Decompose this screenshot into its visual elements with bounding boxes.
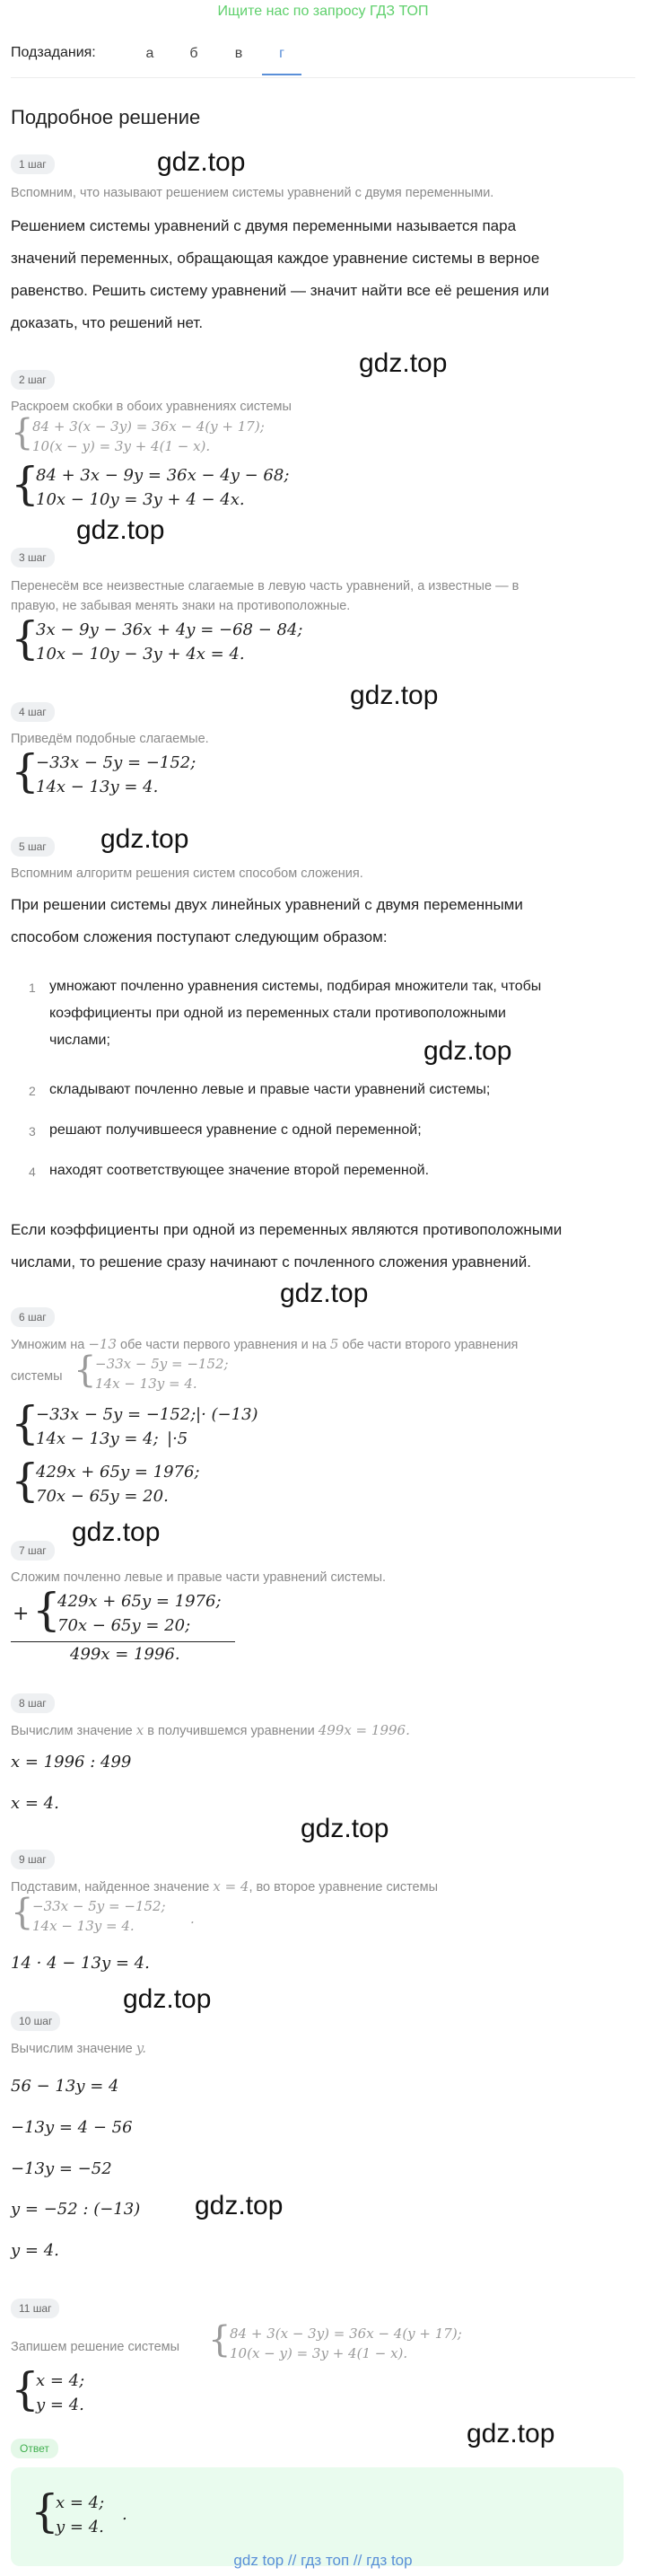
step-6-given-1: −33x − 5y = −152; xyxy=(95,1356,229,1372)
step-4-hint: Приведём подобные слагаемые. xyxy=(11,732,209,746)
footer-links[interactable]: gdz top // гдз топ // гдз top xyxy=(233,2552,413,2569)
step-10-eq-2: −13y = 4 − 56 xyxy=(11,2118,133,2137)
list-number: 1 xyxy=(29,980,36,995)
list-item-2: складывают почленно левые и правые части уравнений системы; xyxy=(49,1082,491,1097)
step-6-badge: 6 шаг xyxy=(11,1307,55,1327)
step-8-eq-2: x = 4. xyxy=(11,1794,59,1813)
answer-dot: . xyxy=(122,2505,127,2524)
watermark: gdz.top xyxy=(76,515,165,545)
answer-eq-1: x = 4; xyxy=(56,2493,105,2512)
step-6-mult-1: |· (−13) xyxy=(196,1405,258,1424)
list-number: 2 xyxy=(29,1084,36,1098)
step-8-badge: 8 шаг xyxy=(11,1693,55,1713)
step-1-badge: 1 шаг xyxy=(11,154,55,174)
step-6-hint: Умножим на −13 обе части первого уравнения и на 5 обе части второго уравнения xyxy=(11,1336,519,1352)
step-5-badge: 5 шаг xyxy=(11,837,55,857)
step-7-eq-1: 429x + 65y = 1976; xyxy=(57,1592,222,1611)
watermark: gdz.top xyxy=(280,1279,369,1308)
brace-icon: { xyxy=(208,2319,231,2361)
step-3-eq-1: 3x − 9y − 36x + 4y = −68 − 84; xyxy=(36,620,303,639)
step-2-given-2: 10(x − y) = 3y + 4(1 − x). xyxy=(32,438,211,454)
step-11-given-2: 10(x − y) = 3y + 4(1 − x). xyxy=(230,2345,408,2361)
watermark: gdz.top xyxy=(467,2419,555,2449)
step-5-text-2: способом сложения поступают следующим образом: xyxy=(11,928,388,945)
step-1-text-2: значений переменных, обращающая каждое уравнение системы в верное xyxy=(11,250,540,267)
step-6-res-1: 429x + 65y = 1976; xyxy=(36,1463,200,1481)
step-5-text-4: числами, то решение сразу начинают с почленного сложения уравнений. xyxy=(11,1253,531,1270)
watermark: gdz.top xyxy=(72,1517,161,1547)
step-6-given-2: 14x − 13y = 4. xyxy=(95,1376,197,1392)
watermark: gdz.top xyxy=(350,681,439,710)
search-banner: Ищите нас по запросу ГДЗ ТОП xyxy=(217,4,429,19)
tab-v[interactable]: в xyxy=(234,46,243,61)
step-2-hint: Раскроем скобки в обоих уравнениях системы xyxy=(11,400,292,414)
step-8-hint: Вычислим значение x в получившемся уравнении 499x = 1996. xyxy=(11,1722,410,1738)
step-2-eq-1: 84 + 3x − 9y = 36x − 4y − 68; xyxy=(36,466,290,485)
step-10-eq-5: y = 4. xyxy=(11,2241,59,2260)
tab-b[interactable]: б xyxy=(189,46,198,61)
step-9-given-2: 14x − 13y = 4. xyxy=(32,1918,135,1934)
step-3-badge: 3 шаг xyxy=(11,548,55,567)
watermark: gdz.top xyxy=(100,824,189,854)
step-7-badge: 7 шаг xyxy=(11,1541,55,1561)
divider xyxy=(11,77,635,78)
brace-icon: { xyxy=(11,2363,39,2415)
list-item-4: находят соответствующее значение второй переменной. xyxy=(49,1163,430,1178)
step-7-hint: Сложим почленно левые и правые части уравнений системы. xyxy=(11,1570,387,1585)
step-11-eq-1: x = 4; xyxy=(36,2371,85,2390)
step-9-hint: Подставим, найденное значение x = 4, во второе уравнение системы xyxy=(11,1878,439,1895)
watermark: gdz.top xyxy=(423,1036,512,1066)
step-6-res-2: 70x − 65y = 20. xyxy=(36,1487,169,1506)
step-6-eq-1: −33x − 5y = −152; xyxy=(36,1405,196,1424)
subtasks-label: Подзадания: xyxy=(11,45,96,60)
step-1-hint: Вспомним, что называют решением системы уравнений с двумя переменными. xyxy=(11,186,494,200)
brace-icon: { xyxy=(11,612,39,664)
step-10-eq-1: 56 − 13y = 4 xyxy=(11,2077,119,2096)
step-4-eq-1: −33x − 5y = −152; xyxy=(36,753,196,772)
step-1-text-4: доказать, что решений нет. xyxy=(11,314,204,331)
watermark: gdz.top xyxy=(157,147,246,177)
brace-icon: { xyxy=(11,412,34,453)
list-number: 4 xyxy=(29,1165,36,1179)
step-11-given-1: 84 + 3(x − 3y) = 36x − 4(y + 17); xyxy=(230,2325,462,2342)
plus-sign: + xyxy=(13,1603,30,1625)
list-number: 3 xyxy=(29,1124,36,1139)
list-item-1-line-2: коэффициенты при одной из переменных стали противоположными xyxy=(49,1006,506,1021)
watermark: gdz.top xyxy=(359,348,448,378)
step-3-eq-2: 10x − 10y − 3y + 4x = 4. xyxy=(36,645,245,664)
step-5-text-3: Если коэффициенты при одной из переменных являются противоположными xyxy=(11,1221,563,1238)
step-6-eq-2: 14x − 13y = 4; xyxy=(36,1429,159,1448)
brace-icon: { xyxy=(11,1455,39,1507)
step-1-text-3: равенство. Решить систему уравнений — значит найти все её решения или xyxy=(11,282,550,299)
step-10-badge: 10 шаг xyxy=(11,2011,60,2031)
brace-icon: { xyxy=(11,458,39,510)
step-5-text-1: При решении системы двух линейных уравнений с двумя переменными xyxy=(11,896,523,913)
brace-icon: { xyxy=(32,1584,61,1636)
step-5-hint: Вспомним алгоритм решения систем способом сложения. xyxy=(11,866,363,881)
page-title: Подробное решение xyxy=(11,106,201,128)
step-11-eq-2: y = 4. xyxy=(36,2396,84,2414)
list-item-1-line-1: умножают почленно уравнения системы, подбирая множители так, чтобы xyxy=(49,979,542,994)
step-7-eq-2: 70x − 65y = 20; xyxy=(57,1616,191,1635)
step-6-mult-2: |·5 xyxy=(167,1429,188,1448)
answer-badge: Ответ xyxy=(11,2440,58,2457)
step-1-text-1: Решением системы уравнений с двумя переменными называется пара xyxy=(11,217,517,234)
brace-icon: { xyxy=(74,1350,97,1391)
tab-a[interactable]: а xyxy=(145,46,154,61)
step-6-hint-end: системы xyxy=(11,1369,63,1384)
answer-eq-2: y = 4. xyxy=(56,2518,104,2536)
step-3-hint-1: Перенесём все неизвестные слагаемые в левую часть уравнений, а известные — в xyxy=(11,579,519,593)
step-11-hint: Запишем решение системы xyxy=(11,2340,180,2354)
step-3-hint-2: правую, не забывая менять знаки на противоположные. xyxy=(11,599,351,613)
step-2-given-1: 84 + 3(x − 3y) = 36x − 4(y + 17); xyxy=(32,418,265,435)
step-4-badge: 4 шаг xyxy=(11,702,55,722)
subtasks-bar xyxy=(11,40,639,75)
step-10-eq-4: y = −52 : (−13) xyxy=(11,2200,141,2219)
step-4-eq-2: 14x − 13y = 4. xyxy=(36,778,159,796)
step-10-hint: Вычислим значение y. xyxy=(11,2040,147,2056)
watermark: gdz.top xyxy=(301,1814,389,1843)
step-7-sum: 499x = 1996. xyxy=(70,1645,180,1664)
step-9-eq-1: 14 · 4 − 13y = 4. xyxy=(11,1954,150,1973)
brace-icon: { xyxy=(11,1397,39,1449)
step-10-eq-3: −13y = −52 xyxy=(11,2159,112,2178)
watermark: gdz.top xyxy=(195,2191,284,2220)
list-item-1-line-3: числами; xyxy=(49,1033,110,1048)
step-2-badge: 2 шаг xyxy=(11,370,55,390)
brace-icon: { xyxy=(11,1892,34,1933)
tab-g[interactable]: г xyxy=(262,40,301,75)
brace-icon: { xyxy=(31,2485,59,2537)
step-2-eq-2: 10x − 10y = 3y + 4 − 4x. xyxy=(36,490,245,509)
brace-icon: { xyxy=(11,745,39,797)
watermark: gdz.top xyxy=(123,1984,212,2014)
step-8-eq-1: x = 1996 : 499 xyxy=(11,1753,132,1772)
step-9-given-1: −33x − 5y = −152; xyxy=(32,1898,166,1914)
step-11-badge: 11 шаг xyxy=(11,2299,59,2318)
list-item-3: решают получившееся уравнение с одной переменной; xyxy=(49,1122,422,1138)
sum-line xyxy=(11,1641,235,1642)
step-9-dot: . xyxy=(190,1911,195,1927)
step-9-badge: 9 шаг xyxy=(11,1850,55,1869)
